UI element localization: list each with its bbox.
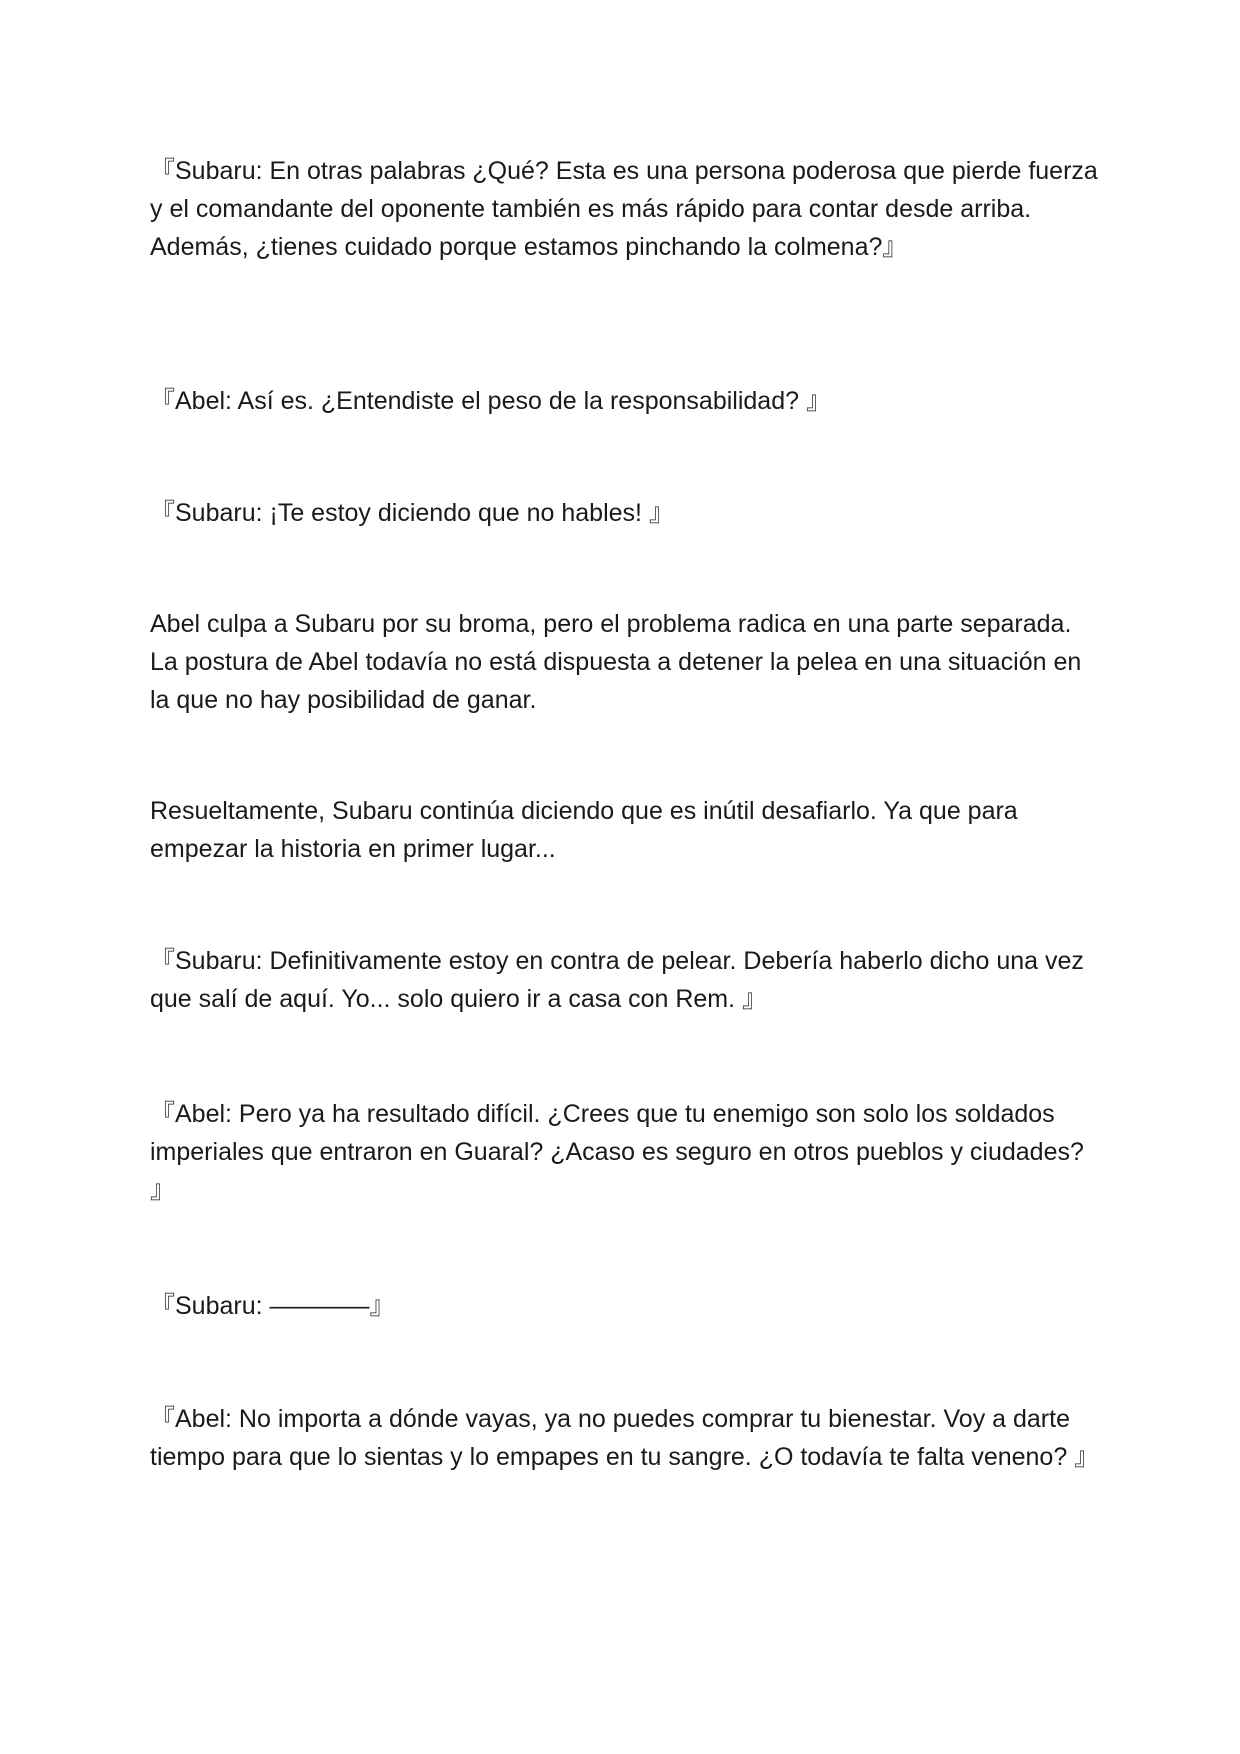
- dialogue-subaru-3: 『Subaru: Definitivamente estoy en contra de pelear. Debería haberlo dicho una vez que salí de aquí. Yo... solo quiero ir a casa con Rem. 』: [150, 947, 1084, 1013]
- narration-2: Resueltamente, Subaru continúa diciendo que es inútil desafiarlo. Ya que para empezar la historia en primer lugar...: [150, 797, 1018, 863]
- dialogue-subaru-2: 『Subaru: ¡Te estoy diciendo que no hables! 』: [150, 499, 674, 527]
- dialogue-abel-2: 『Abel: Pero ya ha resultado difícil. ¿Crees que tu enemigo son solo los soldados imperiales que entraron en Guaral? ¿Acaso es seguro en otros pueblos y ciudades? 』: [150, 1100, 1084, 1204]
- dialogue-abel-1: 『Abel: Así es. ¿Entendiste el peso de la responsabilidad? 』: [150, 387, 831, 415]
- dialogue-subaru-1: 『Subaru: En otras palabras ¿Qué? Esta es una persona poderosa que pierde fuerza y el comandante del oponente también es más rápido para contar desde arriba. Además, ¿tienes cuidado porque estamos pinchando la colmena?』: [150, 157, 1098, 261]
- narration-1: Abel culpa a Subaru por su broma, pero el problema radica en una parte separada. La postura de Abel todavía no está dispuesta a detener la pelea en una situación en la que no hay posibilidad de ganar.: [150, 610, 1082, 714]
- dialogue-subaru-4: 『Subaru: ————』: [150, 1292, 395, 1320]
- dialogue-abel-3: 『Abel: No importa a dónde vayas, ya no puedes comprar tu bienestar. Voy a darte tiempo para que lo sientas y lo empapes en tu sangre. ¿O todavía te falta veneno? 』: [150, 1405, 1100, 1471]
